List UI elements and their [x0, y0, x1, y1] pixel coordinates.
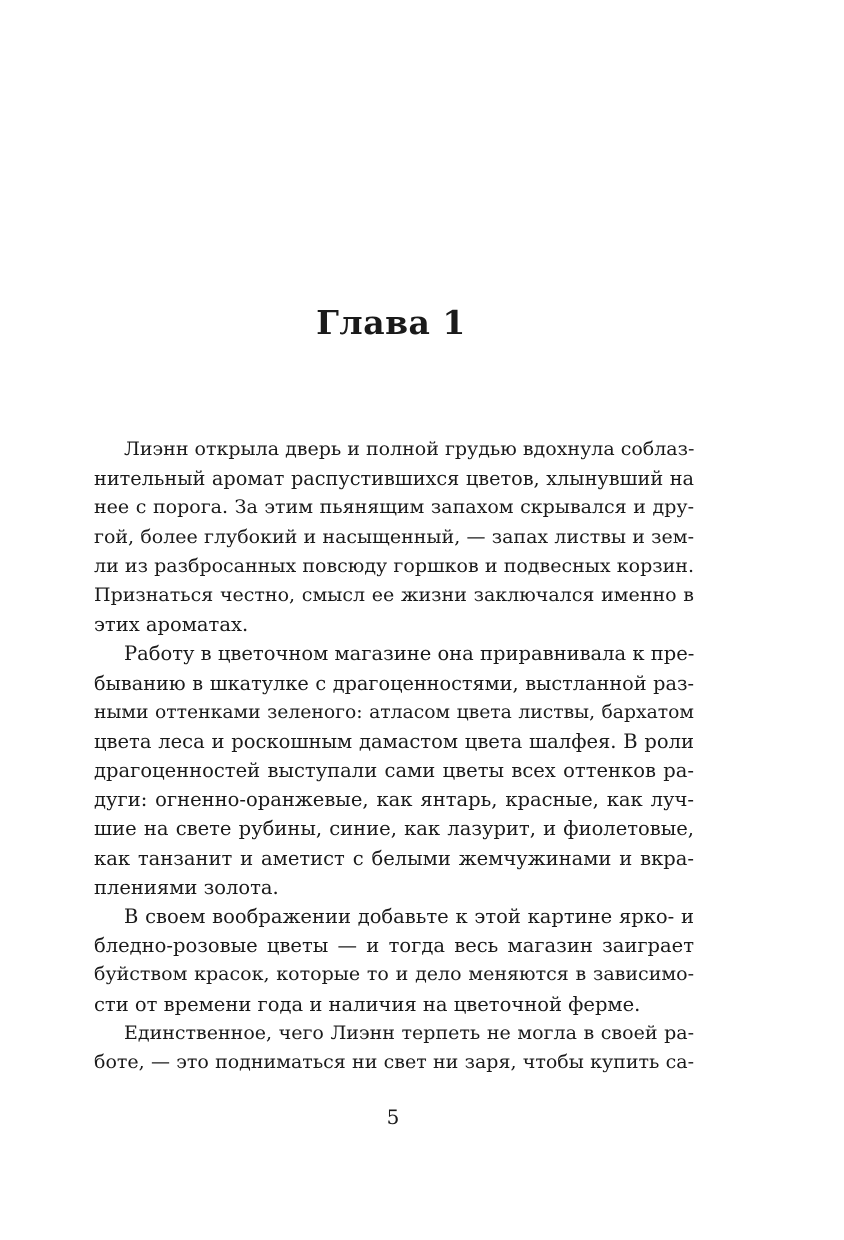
paragraph: [94, 435, 694, 639]
text-line: драгоценностей выступали сами цветы всех оттенков ра-: [94, 759, 694, 783]
text-line: Единственное, чего Лиэнн терпеть не могла в своей ра-: [124, 1021, 694, 1044]
chapter-title: Глава 1: [316, 303, 466, 342]
text-line: цвета леса и роскошным дамастом цвета шалфея. В роли: [94, 729, 694, 753]
text-line: нительный аромат распустившихся цветов, хлынувший на: [94, 467, 694, 491]
text-line: нее с порога. За этим пьянящим запахом скрывался и дру-: [94, 496, 694, 519]
text-line: В своем воображении добавьте к этой картине ярко- и: [124, 905, 694, 928]
text-line: этих ароматах.: [94, 613, 249, 637]
text-line: плениями золота.: [94, 875, 279, 899]
text-line: буйством красок, которые то и дело меняются в зависимо-: [94, 963, 694, 986]
text-line: Лиэнн открыла дверь и полной грудью вдохнула соблаз-: [124, 438, 695, 460]
text-line: ными оттенками зеленого: атласом цвета листвы, бархатом: [94, 701, 694, 723]
text-line: сти от времени года и наличия на цветочной ферме.: [94, 992, 641, 1016]
text-line: боте, — это подниматься ни свет ни заря, чтобы купить са-: [94, 1050, 694, 1073]
text-line: Работу в цветочном магазине она приравнивала к пре-: [124, 642, 695, 666]
text-line: бледно-розовые цветы — и тогда весь магазин заиграет: [94, 934, 694, 958]
text-line: шие на свете рубины, синие, как лазурит, и фиолетовые,: [94, 817, 694, 841]
text-line: быванию в шкатулке с драгоценностями, выстланной раз-: [94, 671, 694, 695]
text-line: гой, более глубокий и насыщенный, — запах листвы и зем-: [94, 525, 694, 548]
body-text: [94, 435, 694, 1077]
paragraph: [94, 639, 694, 902]
paragraph: [94, 1019, 694, 1077]
paragraph: [94, 902, 694, 1019]
page-number: 5: [386, 1105, 400, 1129]
text-line: дуги: огненно-оранжевые, как янтарь, красные, как луч-: [94, 788, 694, 812]
text-line: как танзанит и аметист с белыми жемчужинами и вкра-: [94, 846, 694, 870]
text-line: Признаться честно, смысл ее жизни заключался именно в: [94, 583, 694, 606]
text-line: ли из разбросанных повсюду горшков и подвесных корзин.: [94, 554, 694, 577]
